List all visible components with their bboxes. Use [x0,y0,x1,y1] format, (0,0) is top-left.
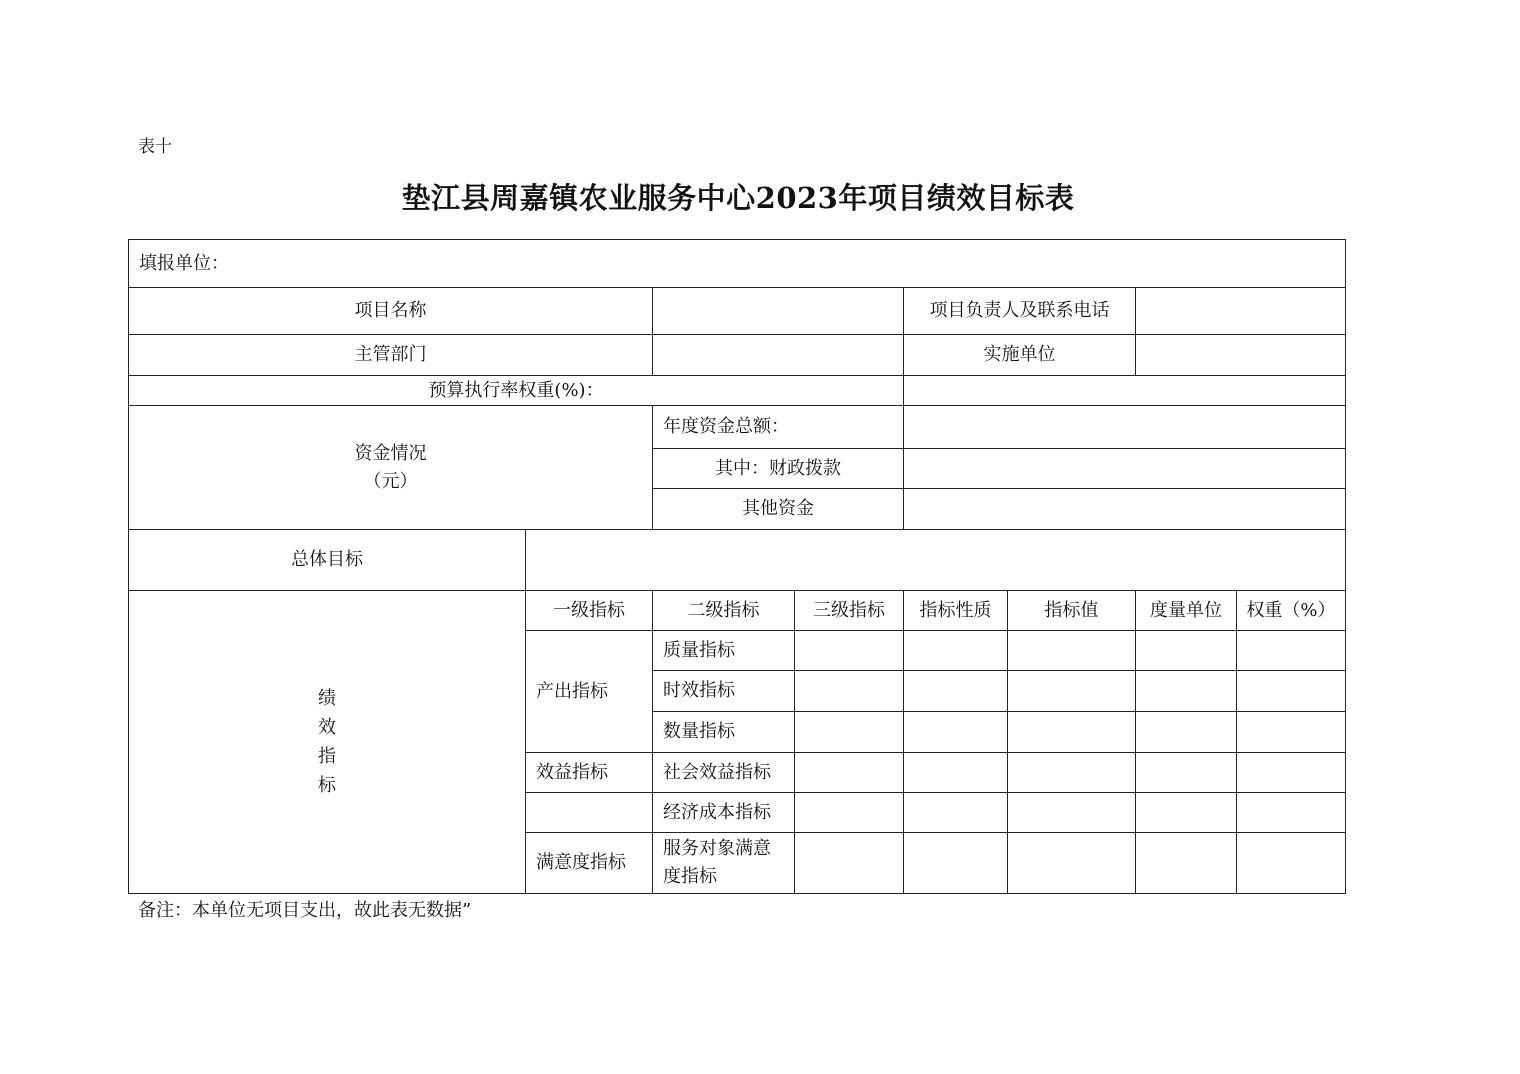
level2-service-satisfaction [652,832,795,894]
fiscal-value [903,448,1346,489]
indicator-empty-cell [1007,630,1136,671]
indicators-side-cell [128,590,526,894]
indicator-empty-cell [903,670,1008,712]
indicator-empty-cell [903,711,1008,753]
side-char: 标 [318,775,336,796]
indicator-empty-cell [1236,752,1346,793]
funds-label: 资金情况 [354,442,427,464]
indicator-empty-cell [1135,832,1237,894]
project-name-label: 项目名称 [128,287,653,335]
dept-label: 主管部门 [128,334,653,376]
indicator-empty-cell [1135,792,1237,833]
indicator-empty-cell [1007,711,1136,753]
level2-social: 社会效益指标 [652,752,795,793]
level2-service-line1: 服务对象满意 [663,838,771,859]
side-char: 绩 [318,688,336,709]
indicator-empty-cell [903,832,1008,894]
indicator-empty-cell [794,670,904,712]
leader-phone-value [1135,287,1346,335]
indicator-empty-cell [794,792,904,833]
indicator-empty-cell [1007,832,1136,894]
indicator-empty-cell [794,832,904,894]
annual-total-label: 年度资金总额： [652,405,904,449]
indicator-empty-cell [1135,670,1237,712]
leader-phone-label: 项目负责人及联系电话 [903,287,1136,335]
indicator-empty-cell [903,792,1008,833]
fill-unit-cell [128,239,1346,288]
side-char: 指 [318,746,336,767]
header-value: 指标值 [1007,590,1136,631]
indicator-empty-cell [794,630,904,671]
indicator-empty-cell [903,630,1008,671]
indicator-empty-cell [1007,752,1136,793]
other-funds-value [903,488,1346,530]
overall-goal-label: 总体目标 [128,529,526,591]
indicator-empty-cell [1135,752,1237,793]
footer-note: 备注：本单位无项目支出，故此表无数据” [138,900,472,921]
side-char: 效 [318,717,336,738]
indicator-empty-cell [1007,670,1136,712]
indicator-empty-cell [903,752,1008,793]
fiscal-label: 其中：财政拨款 [652,448,904,489]
header-unit: 度量单位 [1135,590,1237,631]
indicator-empty-cell [1135,711,1237,753]
overall-goal-value [525,529,1346,591]
impl-unit-label: 实施单位 [903,334,1136,376]
indicator-empty-cell [1135,630,1237,671]
indicator-empty-cell [794,752,904,793]
funds-unit: （元） [363,470,418,492]
level1-satisfaction: 满意度指标 [525,832,653,894]
level2-quantity: 数量指标 [652,711,795,753]
header-nature: 指标性质 [903,590,1008,631]
impl-unit-value [1135,334,1346,376]
indicator-empty-cell [1236,670,1346,712]
header-level1: 一级指标 [525,590,653,631]
annual-total-value [903,405,1346,449]
dept-value [652,334,904,376]
header-level3: 三级指标 [794,590,904,631]
indicator-empty-cell [1236,832,1346,894]
funds-label-cell [128,405,653,530]
budget-rate-value [903,375,1346,406]
performance-target-table [128,239,1346,894]
header-level2: 二级指标 [652,590,795,631]
fill-unit-label: 填报单位： [139,252,229,274]
indicator-empty-cell [1236,792,1346,833]
level1-empty [525,792,653,833]
table-number-label: 表十 [138,137,172,157]
level2-timeliness: 时效指标 [652,670,795,712]
level2-economic: 经济成本指标 [652,792,795,833]
level2-service-line2: 度指标 [663,866,717,887]
page-title: 垫江县周嘉镇农业服务中心2023年项目绩效目标表 [401,181,1075,215]
other-funds-label: 其他资金 [652,488,904,530]
level1-benefit: 效益指标 [525,752,653,793]
indicator-empty-cell [1236,711,1346,753]
budget-rate-label: 预算执行率权重(%)： [128,375,904,406]
project-name-value [652,287,904,335]
level2-quality: 质量指标 [652,630,795,671]
indicator-empty-cell [1007,792,1136,833]
header-weight: 权重（%） [1236,590,1346,631]
level1-output: 产出指标 [525,630,653,753]
indicators-side-label [318,684,336,800]
indicator-empty-cell [1236,630,1346,671]
indicator-empty-cell [794,711,904,753]
